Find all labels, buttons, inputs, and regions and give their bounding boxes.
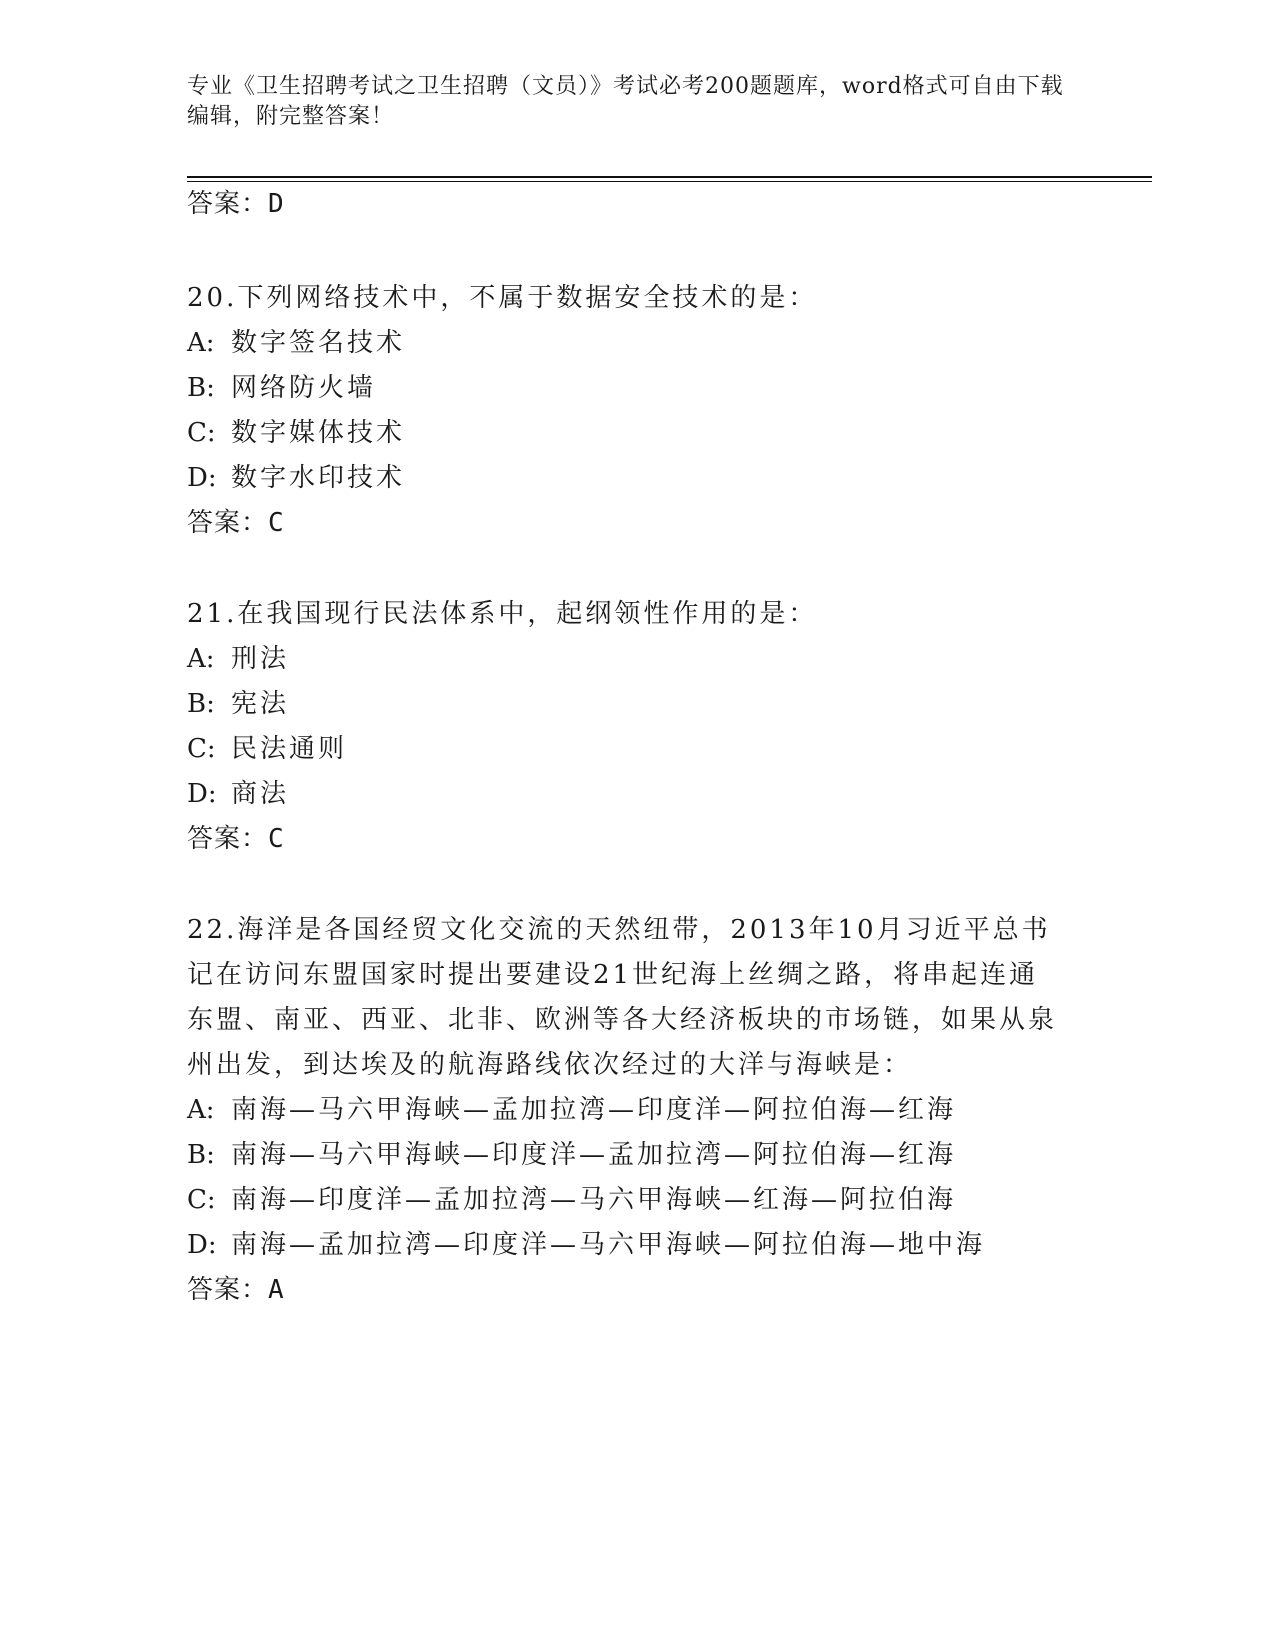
question-stem: 21.在我国现行民法体系中，起纲领性作用的是： bbox=[187, 599, 818, 629]
option-key: D: bbox=[187, 1230, 217, 1260]
option-key: B: bbox=[187, 373, 215, 403]
option-key: B: bbox=[187, 1140, 215, 1170]
option-text: 民法通则 bbox=[231, 734, 348, 764]
answer-value: A bbox=[268, 1275, 285, 1305]
option-text: 数字签名技术 bbox=[231, 328, 406, 358]
option-c bbox=[187, 1178, 1067, 1223]
option-a bbox=[187, 1088, 1067, 1133]
option-d bbox=[187, 1223, 1067, 1268]
option-text: 网络防火墙 bbox=[231, 373, 377, 403]
option-key: C: bbox=[187, 734, 216, 764]
option-key: B: bbox=[187, 689, 215, 719]
option-d bbox=[187, 456, 1067, 501]
option-d bbox=[187, 772, 1067, 817]
option-a bbox=[187, 321, 1067, 366]
question-answer bbox=[187, 817, 1067, 862]
option-key: C: bbox=[187, 418, 216, 448]
option-b bbox=[187, 682, 1067, 727]
header-divider-thick bbox=[187, 176, 1152, 178]
header-divider-thin bbox=[187, 181, 1152, 182]
answer-label: 答案： bbox=[187, 189, 269, 219]
option-text: 数字水印技术 bbox=[231, 463, 406, 493]
option-a bbox=[187, 637, 1067, 682]
answer-label: 答案： bbox=[187, 1275, 269, 1305]
option-text: 数字媒体技术 bbox=[231, 418, 406, 448]
question-22 bbox=[187, 908, 1067, 1313]
option-b bbox=[187, 366, 1067, 411]
option-text: 南海—马六甲海峡—孟加拉湾—印度洋—阿拉伯海—红海 bbox=[231, 1095, 957, 1125]
answer-value: C bbox=[268, 508, 285, 538]
answer-value: C bbox=[268, 824, 285, 854]
option-text: 南海—孟加拉湾—印度洋—马六甲海峡—阿拉伯海—地中海 bbox=[231, 1230, 986, 1260]
answer-label: 答案： bbox=[187, 824, 269, 854]
option-key: A: bbox=[187, 328, 215, 358]
answer-label: 答案： bbox=[187, 508, 269, 538]
document-header: 专业《卫生招聘考试之卫生招聘（文员）》考试必考200题题库，word格式可自由下载编辑，附完整答案！ bbox=[187, 74, 1064, 129]
option-text: 南海—印度洋—孟加拉湾—马六甲海峡—红海—阿拉伯海 bbox=[231, 1185, 957, 1215]
option-text: 商法 bbox=[231, 779, 290, 809]
question-20 bbox=[187, 276, 1067, 546]
option-text: 刑法 bbox=[231, 644, 290, 674]
question-21 bbox=[187, 592, 1067, 862]
option-key: A: bbox=[187, 644, 215, 674]
previous-answer bbox=[187, 188, 285, 220]
option-text: 宪法 bbox=[231, 689, 290, 719]
question-answer bbox=[187, 1268, 1067, 1313]
option-c bbox=[187, 727, 1067, 772]
question-stem: 22.海洋是各国经贸文化交流的天然纽带，2013年10月习近平总书记在访问东盟国家时提出要建设21世纪海上丝绸之路，将串起连通东盟、南亚、西亚、北非、欧洲等各大经济板块的市场链，如果从泉州出发，到达埃及的航海路线依次经过的大洋与海峡是： bbox=[187, 915, 1058, 1080]
option-b bbox=[187, 1133, 1067, 1178]
option-key: D: bbox=[187, 779, 217, 809]
question-answer bbox=[187, 501, 1067, 546]
option-key: A: bbox=[187, 1095, 215, 1125]
option-c bbox=[187, 411, 1067, 456]
question-stem: 20.下列网络技术中，不属于数据安全技术的是： bbox=[187, 283, 818, 313]
option-text: 南海—马六甲海峡—印度洋—孟加拉湾—阿拉伯海—红海 bbox=[231, 1140, 957, 1170]
answer-value: D bbox=[268, 189, 285, 219]
option-key: C: bbox=[187, 1185, 216, 1215]
option-key: D: bbox=[187, 463, 217, 493]
